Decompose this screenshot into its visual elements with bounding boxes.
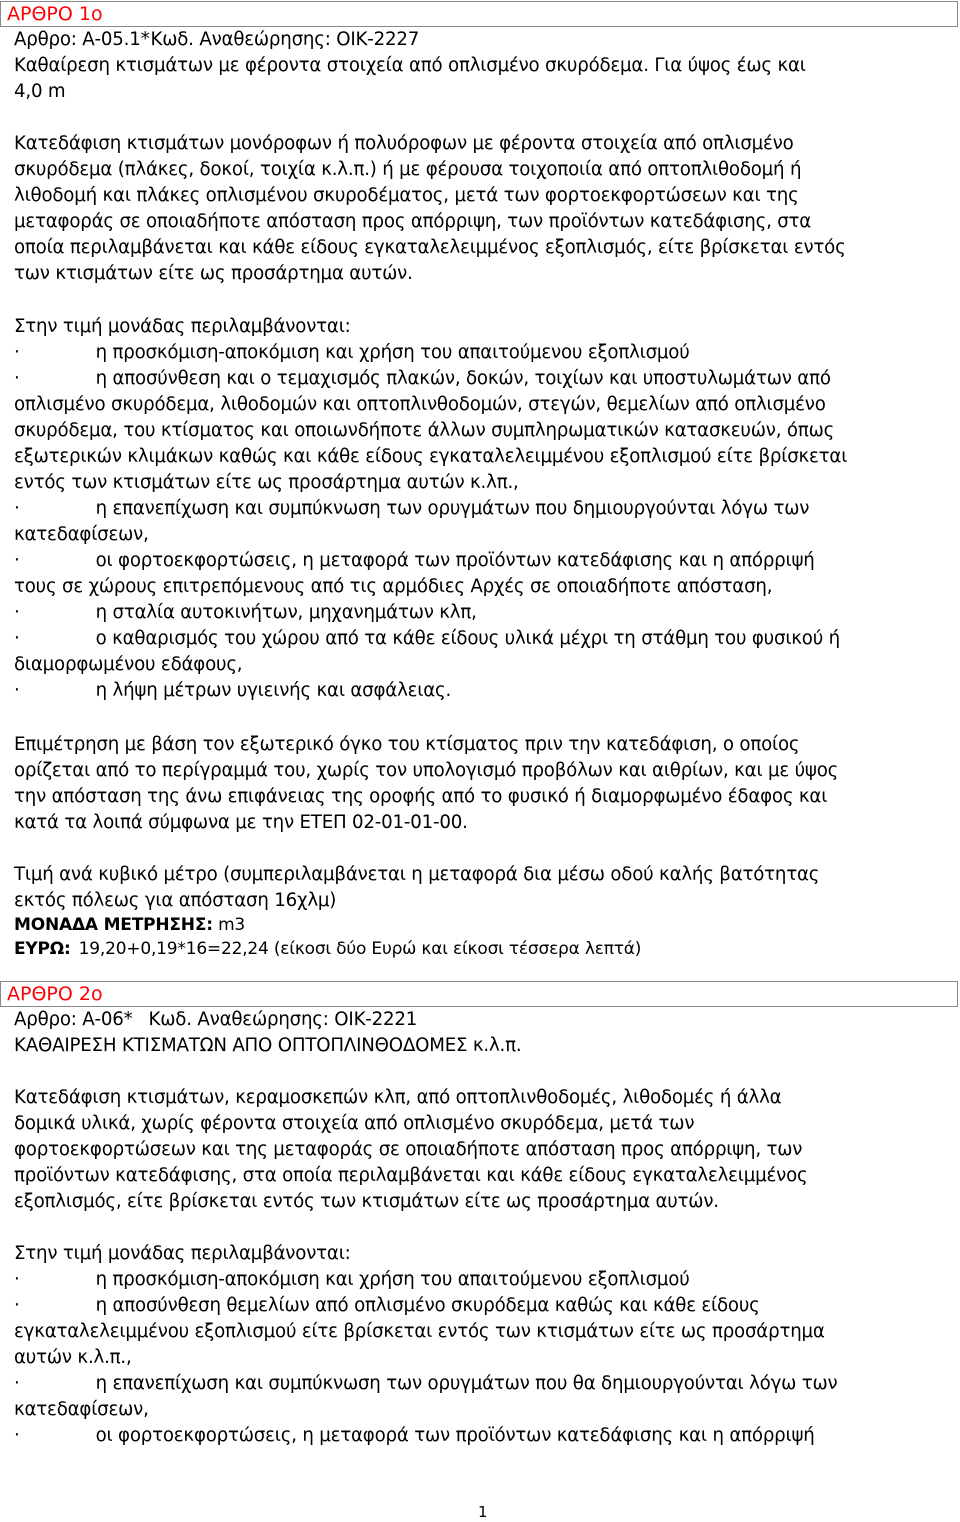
list-item-continuation: σκυρόδεμα, του κτίσματος και οποιωνδήποτε άλλων συμπληρωματικών κατασκευών, όπως — [14, 420, 835, 441]
revision-value: ΟΙΚ-2221 — [328, 1009, 418, 1030]
list-item-continuation: αυτών κ.λ.π., — [14, 1347, 132, 1368]
code-line — [14, 27, 419, 53]
code-value: Α-06* — [76, 1009, 133, 1030]
measurement-line: ορίζεται από το περίγραμμά του, χωρίς τον υπολογισμό προβόλων και αιθρίων, και με ύψος — [14, 760, 839, 781]
article-title-line: Καθαίρεση κτισμάτων με φέροντα στοιχεία από οπλισμένο σκυρόδεμα. Για ύψος έως και — [14, 55, 806, 76]
list-item-text: η αποσύνθεση και ο τεμαχισμός πλακών, δοκών, τοιχίων και υποστυλωμάτων από — [95, 368, 831, 389]
description-line: λιθοδομή και πλάκες οπλισμένου σκυροδέματος, μετά των φορτοεκφορτώσεων και της — [14, 185, 799, 206]
list-item-text: η λήψη μέτρων υγιεινής και ασφάλειας. — [95, 680, 452, 701]
bullet: · — [14, 1425, 20, 1446]
code-label: Αρθρο: — [14, 29, 77, 50]
list-item-continuation: οπλισμένο σκυρόδεμα, λιθοδομών και οπτοπλινθοδομών, στεγών, θεμελίων από οπλισμένο — [14, 394, 826, 415]
list-item-text: η προσκόμιση-αποκόμιση και χρήση του απαιτούμενου εξοπλισμού — [95, 342, 690, 363]
list-item — [14, 1267, 690, 1293]
list-item — [14, 678, 451, 704]
list-item — [14, 1371, 838, 1397]
article-title-line: ΚΑΘΑΙΡΕΣΗ ΚΤΙΣΜΑΤΩΝ ΑΠΟ ΟΠΤΟΠΛΙΝΘΟΔΟΜΕΣ κ.λ.π. — [14, 1035, 522, 1056]
list-item — [14, 600, 477, 626]
bullet: · — [14, 602, 20, 623]
code-label: Αρθρο: — [14, 1009, 77, 1030]
bullet: · — [14, 1269, 20, 1290]
article-title-line: 4,0 m — [14, 81, 66, 102]
price-line: Τιμή ανά κυβικό μέτρο (συμπεριλαμβάνεται η μεταφορά δια μέσω οδού καλής βατότητας — [14, 864, 820, 885]
list-item-continuation: κατεδαφίσεων, — [14, 1399, 149, 1420]
list-item-text: η σταλία αυτοκινήτων, μηχανημάτων κλπ, — [95, 602, 477, 623]
list-item — [14, 1293, 760, 1319]
description-line: των κτισμάτων είτε ως προσάρτημα αυτών. — [14, 263, 413, 284]
list-item-continuation: διαμορφωμένου εδάφους, — [14, 654, 243, 675]
bullet: · — [14, 628, 20, 649]
includes-label: Στην τιμή μονάδας περιλαμβάνονται: — [14, 1243, 351, 1264]
list-item-continuation: εντός των κτισμάτων είτε ως προσάρτημα αυτών κ.λπ., — [14, 472, 519, 493]
article-heading: ΑΡΘΡΟ 2ο — [7, 983, 103, 1005]
measurement-line: Επιμέτρηση με βάση τον εξωτερικό όγκο του κτίσματος πριν την κατεδάφιση, ο οποίος — [14, 734, 800, 755]
description-line: σκυρόδεμα (πλάκες, δοκοί, τοιχία κ.λ.π.) ή με φέρουσα τοιχοποιία από οπτοπλιθοδομή ή — [14, 159, 802, 180]
description-line: εξοπλισμός, είτε βρίσκεται εντός των κτισμάτων είτε ως προσάρτημα αυτών. — [14, 1191, 719, 1212]
measurement-line: την απόσταση της άνω επιφάνειας της οροφής από το φυσικό ή διαμορφωμένο έδαφος και — [14, 786, 828, 807]
list-item-text: οι φορτοεκφορτώσεις, η μεταφορά των προϊόντων κατεδάφισης και η απόρριψή — [95, 550, 815, 571]
article-heading-box — [0, 1, 958, 27]
unit-label: ΜΟΝΑΔΑ ΜΕΤΡΗΣΗΣ: — [14, 915, 213, 935]
list-item — [14, 626, 840, 652]
list-item-continuation: τους σε χώρους επιτρεπόμενους από τις αρμόδιες Αρχές σε οποιαδήποτε απόσταση, — [14, 576, 773, 597]
euro-label: ΕΥΡΩ: — [14, 939, 71, 959]
measurement-line: κατά τα λοιπά σύμφωνα με την ΕΤΕΠ 02-01-01-00. — [14, 812, 468, 833]
revision-label: Κωδ. Αναθεώρησης: — [150, 29, 331, 50]
list-item-text: η επανεπίχωση και συμπύκνωση των ορυγμάτων που δημιουργούνται λόγω των — [95, 498, 810, 519]
description-line: Κατεδάφιση κτισμάτων, κεραμοσκεπών κλπ, από οπτοπλινθοδομές, λιθοδομές ή άλλα — [14, 1087, 782, 1108]
list-item-text: ο καθαρισμός του χώρου από τα κάθε είδους υλικά μέχρι τη στάθμη του φυσικού ή — [95, 628, 840, 649]
bullet: · — [14, 368, 20, 389]
bullet: · — [14, 1373, 20, 1394]
unit-line — [14, 912, 245, 938]
unit-value: m3 — [212, 915, 246, 935]
revision-value: ΟΙΚ-2227 — [330, 29, 420, 50]
euro-line — [14, 936, 641, 962]
list-item-text: οι φορτοεκφορτώσεις, η μεταφορά των προϊόντων κατεδάφισης και η απόρριψή — [95, 1425, 815, 1446]
list-item-continuation: κατεδαφίσεων, — [14, 524, 149, 545]
price-line: εκτός πόλεως για απόσταση 16χλμ) — [14, 890, 337, 911]
list-item-continuation: εγκαταλελειμμένου εξοπλισμού είτε βρίσκεται εντός των κτισμάτων είτε ως προσάρτημα — [14, 1321, 825, 1342]
article-heading-box — [0, 981, 958, 1007]
description-line: προϊόντων κατεδάφισης, στα οποία περιλαμβάνεται και κάθε είδους εγκαταλελειμμένος — [14, 1165, 808, 1186]
description-line: δομικά υλικά, χωρίς φέροντα στοιχεία από οπλισμένο σκυρόδεμα, μετά των — [14, 1113, 695, 1134]
list-item-continuation: εξωτερικών κλιμάκων καθώς και κάθε είδους εγκαταλελειμμένου εξοπλισμού είτε βρίσκεται — [14, 446, 848, 467]
list-item — [14, 340, 690, 366]
code-line — [14, 1007, 417, 1033]
article-heading: ΑΡΘΡΟ 1ο — [7, 3, 103, 25]
description-line: Κατεδάφιση κτισμάτων μονόροφων ή πολυόροφων με φέροντα στοιχεία από οπλισμένο — [14, 133, 794, 154]
description-line: οποία περιλαμβάνεται και κάθε είδους εγκαταλελειμμένος εξοπλισμός, είτε βρίσκεται εντός — [14, 237, 846, 258]
code-value: Α-05.1* — [76, 29, 150, 50]
list-item-text: η αποσύνθεση θεμελίων από οπλισμένο σκυρόδεμα καθώς και κάθε είδους — [95, 1295, 760, 1316]
list-item-text: η επανεπίχωση και συμπύκνωση των ορυγμάτων που θα δημιουργούνται λόγω των — [95, 1373, 838, 1394]
bullet: · — [14, 1295, 20, 1316]
page-number: 1 — [478, 1503, 488, 1521]
list-item — [14, 366, 831, 392]
revision-label: Κωδ. Αναθεώρησης: — [148, 1009, 329, 1030]
list-item-text: η προσκόμιση-αποκόμιση και χρήση του απαιτούμενου εξοπλισμού — [95, 1269, 690, 1290]
bullet: · — [14, 342, 20, 363]
description-line: φορτοεκφορτώσεων και της μεταφοράς σε οποιαδήποτε απόσταση προς απόρριψη, των — [14, 1139, 803, 1160]
description-line: μεταφοράς σε οποιαδήποτε απόσταση προς απόρριψη, των προϊόντων κατεδάφισης, στα — [14, 211, 812, 232]
bullet: · — [14, 680, 20, 701]
list-item — [14, 1423, 815, 1449]
list-item — [14, 548, 815, 574]
includes-label: Στην τιμή μονάδας περιλαμβάνονται: — [14, 316, 351, 337]
list-item — [14, 496, 809, 522]
bullet: · — [14, 498, 20, 519]
euro-value: 19,20+0,19*16=22,24 (είκοσι δύο Ευρώ και είκοσι τέσσερα λεπτά) — [78, 939, 642, 959]
bullet: · — [14, 550, 20, 571]
